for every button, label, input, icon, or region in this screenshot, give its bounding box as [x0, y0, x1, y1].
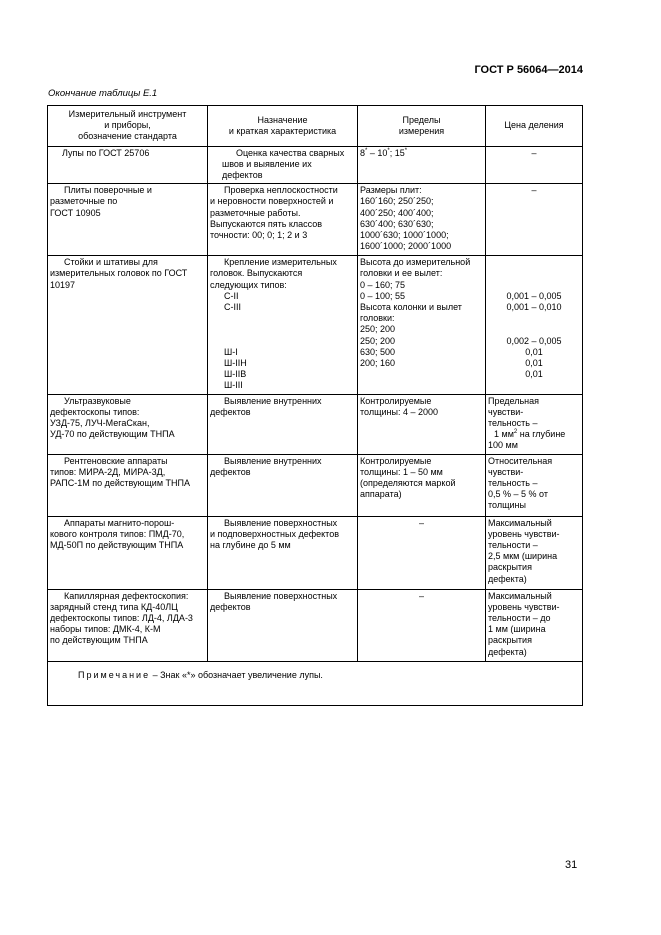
col-header-instrument [48, 106, 208, 147]
cell-line: Выявление внутренних [224, 455, 322, 466]
cell-line: измерительных головок по ГОСТ [50, 268, 188, 279]
cell-line: Ш-IIН [224, 358, 247, 369]
cell-line: С-III [224, 302, 241, 313]
cell-line: Выявление поверхностных [224, 590, 338, 601]
table-row [48, 256, 583, 394]
cell-instrument [48, 184, 208, 256]
cell-line: 0,01 [525, 346, 543, 357]
note-label: Примечание [78, 669, 151, 680]
cell-division [486, 454, 583, 516]
cell-purpose [208, 516, 358, 589]
cell-line: уровень чувстви- [488, 601, 560, 612]
cell-line: 10197 [50, 279, 76, 290]
cell-line: зарядный стенд типа КД-40ЛЦ [50, 601, 178, 612]
cell-line: дефектоскопы типов: [50, 406, 140, 417]
cell-line: следующих типов: [210, 279, 287, 290]
cell-purpose [208, 184, 358, 256]
table-row [48, 184, 583, 256]
cell-line: и подповерхностных дефектов [210, 528, 339, 539]
cell-line: обозначение стандарта [78, 131, 177, 142]
cell-line: дефектов [210, 466, 251, 477]
cell-division [486, 256, 583, 394]
cell-line: С-II [224, 290, 239, 301]
cell-limits [358, 516, 486, 589]
cell-line: чувстви- [488, 466, 524, 477]
cell-line: – [418, 517, 424, 528]
cell-line: раскрытия [488, 635, 532, 646]
cell-line: 1 мм (ширина [488, 624, 546, 635]
cell-line: Пределы [402, 114, 441, 125]
cell-line: 8* – 10*; 15* [360, 147, 408, 158]
cell-line: тельности – до [488, 613, 551, 624]
cell-purpose [208, 256, 358, 394]
cell-line: головки и ее вылет: [360, 268, 443, 279]
cell-purpose [208, 589, 358, 661]
cell-limits [358, 589, 486, 661]
cell-line: Ш-IIВ [224, 369, 247, 380]
cell-line: по действующим ТНПА [50, 635, 148, 646]
cell-line: Лупы по ГОСТ 25706 [62, 147, 150, 158]
cell-line: Ш-I [224, 346, 238, 357]
cell-line: Проверка неплоскостности [224, 185, 338, 196]
cell-line: раскрытия [488, 562, 532, 573]
note-text: – Знак «*» обозначает увеличение лупы. [150, 669, 323, 680]
cell-limits [358, 256, 486, 394]
cell-line: Относительная [488, 455, 553, 466]
cell-line: 0 – 100; 55 [360, 290, 406, 301]
cell-line: точности: 00; 0; 1; 2 и 3 [210, 230, 308, 241]
cell-line: на глубине до 5 мм [210, 540, 291, 551]
cell-line: толщины: 4 – 2000 [360, 406, 438, 417]
cell-line [210, 336, 355, 347]
table-note [48, 661, 583, 705]
cell-line: головки: [360, 313, 395, 324]
cell-line: Высота до измерительной [360, 257, 471, 268]
cell-limits [358, 146, 486, 184]
col-header-limits [358, 106, 486, 147]
cell-line: наборы типов: ДМК-4, К-М [50, 624, 161, 635]
cell-line: дефекта) [488, 573, 527, 584]
table-row [48, 146, 583, 184]
table-row [48, 589, 583, 661]
cell-line: Плиты поверочные и [64, 185, 152, 196]
cell-instrument [48, 589, 208, 661]
cell-line [488, 313, 580, 324]
cell-line: 100 мм [488, 440, 518, 451]
cell-instrument [48, 454, 208, 516]
cell-line: Выявление поверхностных [224, 517, 338, 528]
table-header-row [48, 106, 583, 147]
standard-designation: ГОСТ Р 56064—2014 [474, 64, 583, 76]
cell-line: Рентгеновские аппараты [64, 455, 168, 466]
cell-line: Капиллярная дефектоскопия: [64, 590, 189, 601]
cell-line: Размеры плит: [360, 185, 422, 196]
cell-line: 200; 160 [360, 358, 396, 369]
cell-line: Контролируемые [360, 455, 432, 466]
cell-line: 0,002 – 0,005 [506, 335, 562, 346]
cell-line: и краткая характеристика [228, 125, 337, 136]
table-row [48, 516, 583, 589]
cell-line: – [531, 185, 537, 196]
cell-line: толщины: 1 – 50 мм [360, 466, 443, 477]
table-caption: Окончание таблицы Е.1 [48, 88, 158, 99]
cell-limits [358, 394, 486, 454]
cell-line: МД-50П по действующим ТНПА [50, 540, 184, 551]
cell-line: тельности – [488, 540, 538, 551]
table-row [48, 394, 583, 454]
cell-division [486, 146, 583, 184]
cell-line: УЗД-75, ЛУЧ-МегаСкан, [50, 418, 150, 429]
cell-line: Аппараты магнито-порош- [64, 517, 175, 528]
cell-line: тельность – [488, 418, 538, 429]
cell-line: дефектоскопы типов: ЛД-4, ЛДА-3 [50, 613, 193, 624]
cell-line: Предельная [488, 395, 540, 406]
cell-purpose [208, 394, 358, 454]
cell-line: разметочные работы. [210, 207, 301, 218]
cell-line: УД-70 по действующим ТНПА [50, 429, 175, 440]
cell-line: Выявление внутренних [224, 395, 322, 406]
cell-line: Цена деления [504, 120, 564, 131]
cell-line: швов и выявление их [222, 158, 312, 169]
cell-line: 630´400; 630´630; [360, 218, 434, 229]
cell-line: типов: МИРА-2Д, МИРА-3Д, [50, 466, 166, 477]
table-row [48, 454, 583, 516]
cell-line: Максимальный [488, 590, 552, 601]
cell-line: 1600´1000; 2000´1000 [360, 241, 452, 252]
cell-line [488, 280, 580, 291]
cell-line: 0 – 160; 75 [360, 279, 406, 290]
cell-line: 0,5 % – 5 % от [488, 489, 548, 500]
cell-line: 160´160; 250´250; [360, 196, 434, 207]
cell-division [486, 184, 583, 256]
cell-line: – [418, 590, 424, 601]
data-table [47, 105, 583, 706]
cell-line: Ш-III [224, 380, 243, 391]
cell-limits [358, 184, 486, 256]
cell-instrument [48, 516, 208, 589]
cell-line: и приборы, [104, 120, 151, 131]
cell-line: чувстви- [488, 406, 524, 417]
cell-line: дефектов [210, 601, 251, 612]
cell-line: Высота колонки и вылет [360, 302, 462, 313]
cell-division [486, 589, 583, 661]
cell-line: Максимальный [488, 517, 552, 528]
cell-limits [358, 454, 486, 516]
cell-line: 250; 200 [360, 335, 396, 346]
cell-line: 400´250; 400´400; [360, 207, 434, 218]
cell-line: 250; 200 [360, 324, 396, 335]
cell-instrument [48, 394, 208, 454]
cell-line: дефекта) [488, 646, 527, 657]
cell-line: 0,01 [525, 358, 543, 369]
cell-line: измерения [398, 125, 445, 136]
col-header-division [486, 106, 583, 147]
cell-purpose [208, 146, 358, 184]
cell-line: тельность – [488, 478, 538, 489]
cell-line: 1 $мм^2$ на глубине [494, 429, 566, 440]
cell-line: 630; 500 [360, 346, 396, 357]
page-number: 31 [565, 859, 578, 871]
cell-division [486, 394, 583, 454]
cell-line: Назначение [257, 114, 308, 125]
cell-line [210, 324, 355, 335]
cell-line: Выпускаются пять классов [210, 218, 323, 229]
col-header-purpose [208, 106, 358, 147]
cell-line: Ультразвуковые [64, 395, 131, 406]
cell-line: кового контроля типов: ПМД-70, [50, 528, 185, 539]
cell-line: толщины [488, 500, 526, 511]
cell-line: дефектов [222, 170, 263, 181]
cell-line: и неровности поверхностей и [210, 196, 334, 207]
cell-line: Контролируемые [360, 395, 432, 406]
cell-line: РАПС-1М по действующим ТНПА [50, 478, 190, 489]
cell-line: Стойки и штативы для [64, 257, 158, 268]
cell-line [488, 257, 580, 268]
cell-line: – [531, 147, 537, 158]
cell-line [210, 313, 355, 324]
table-note-row [48, 661, 583, 705]
cell-line: 0,001 – 0,010 [506, 302, 562, 313]
cell-line: ГОСТ 10905 [50, 207, 101, 218]
cell-line [488, 324, 580, 335]
cell-line: 2,5 мкм (ширина [488, 551, 558, 562]
cell-line: Оценка качества сварных [236, 147, 345, 158]
cell-line: разметочные по [50, 196, 118, 207]
cell-line: 0,001 – 0,005 [506, 290, 562, 301]
cell-purpose [208, 454, 358, 516]
cell-line: аппарата) [360, 489, 402, 500]
cell-line: (определяются маркой [360, 478, 456, 489]
cell-line: уровень чувстви- [488, 528, 560, 539]
cell-division [486, 516, 583, 589]
cell-line: 1000´630; 1000´1000; [360, 230, 449, 241]
cell-line: Крепление измерительных [224, 257, 337, 268]
cell-line [488, 268, 580, 279]
cell-line: Измерительный инструмент [68, 109, 187, 119]
cell-line: дефектов [210, 406, 251, 417]
cell-line: 0,01 [525, 369, 543, 380]
cell-line: головок. Выпускаются [210, 268, 303, 279]
cell-instrument [48, 146, 208, 184]
cell-instrument [48, 256, 208, 394]
